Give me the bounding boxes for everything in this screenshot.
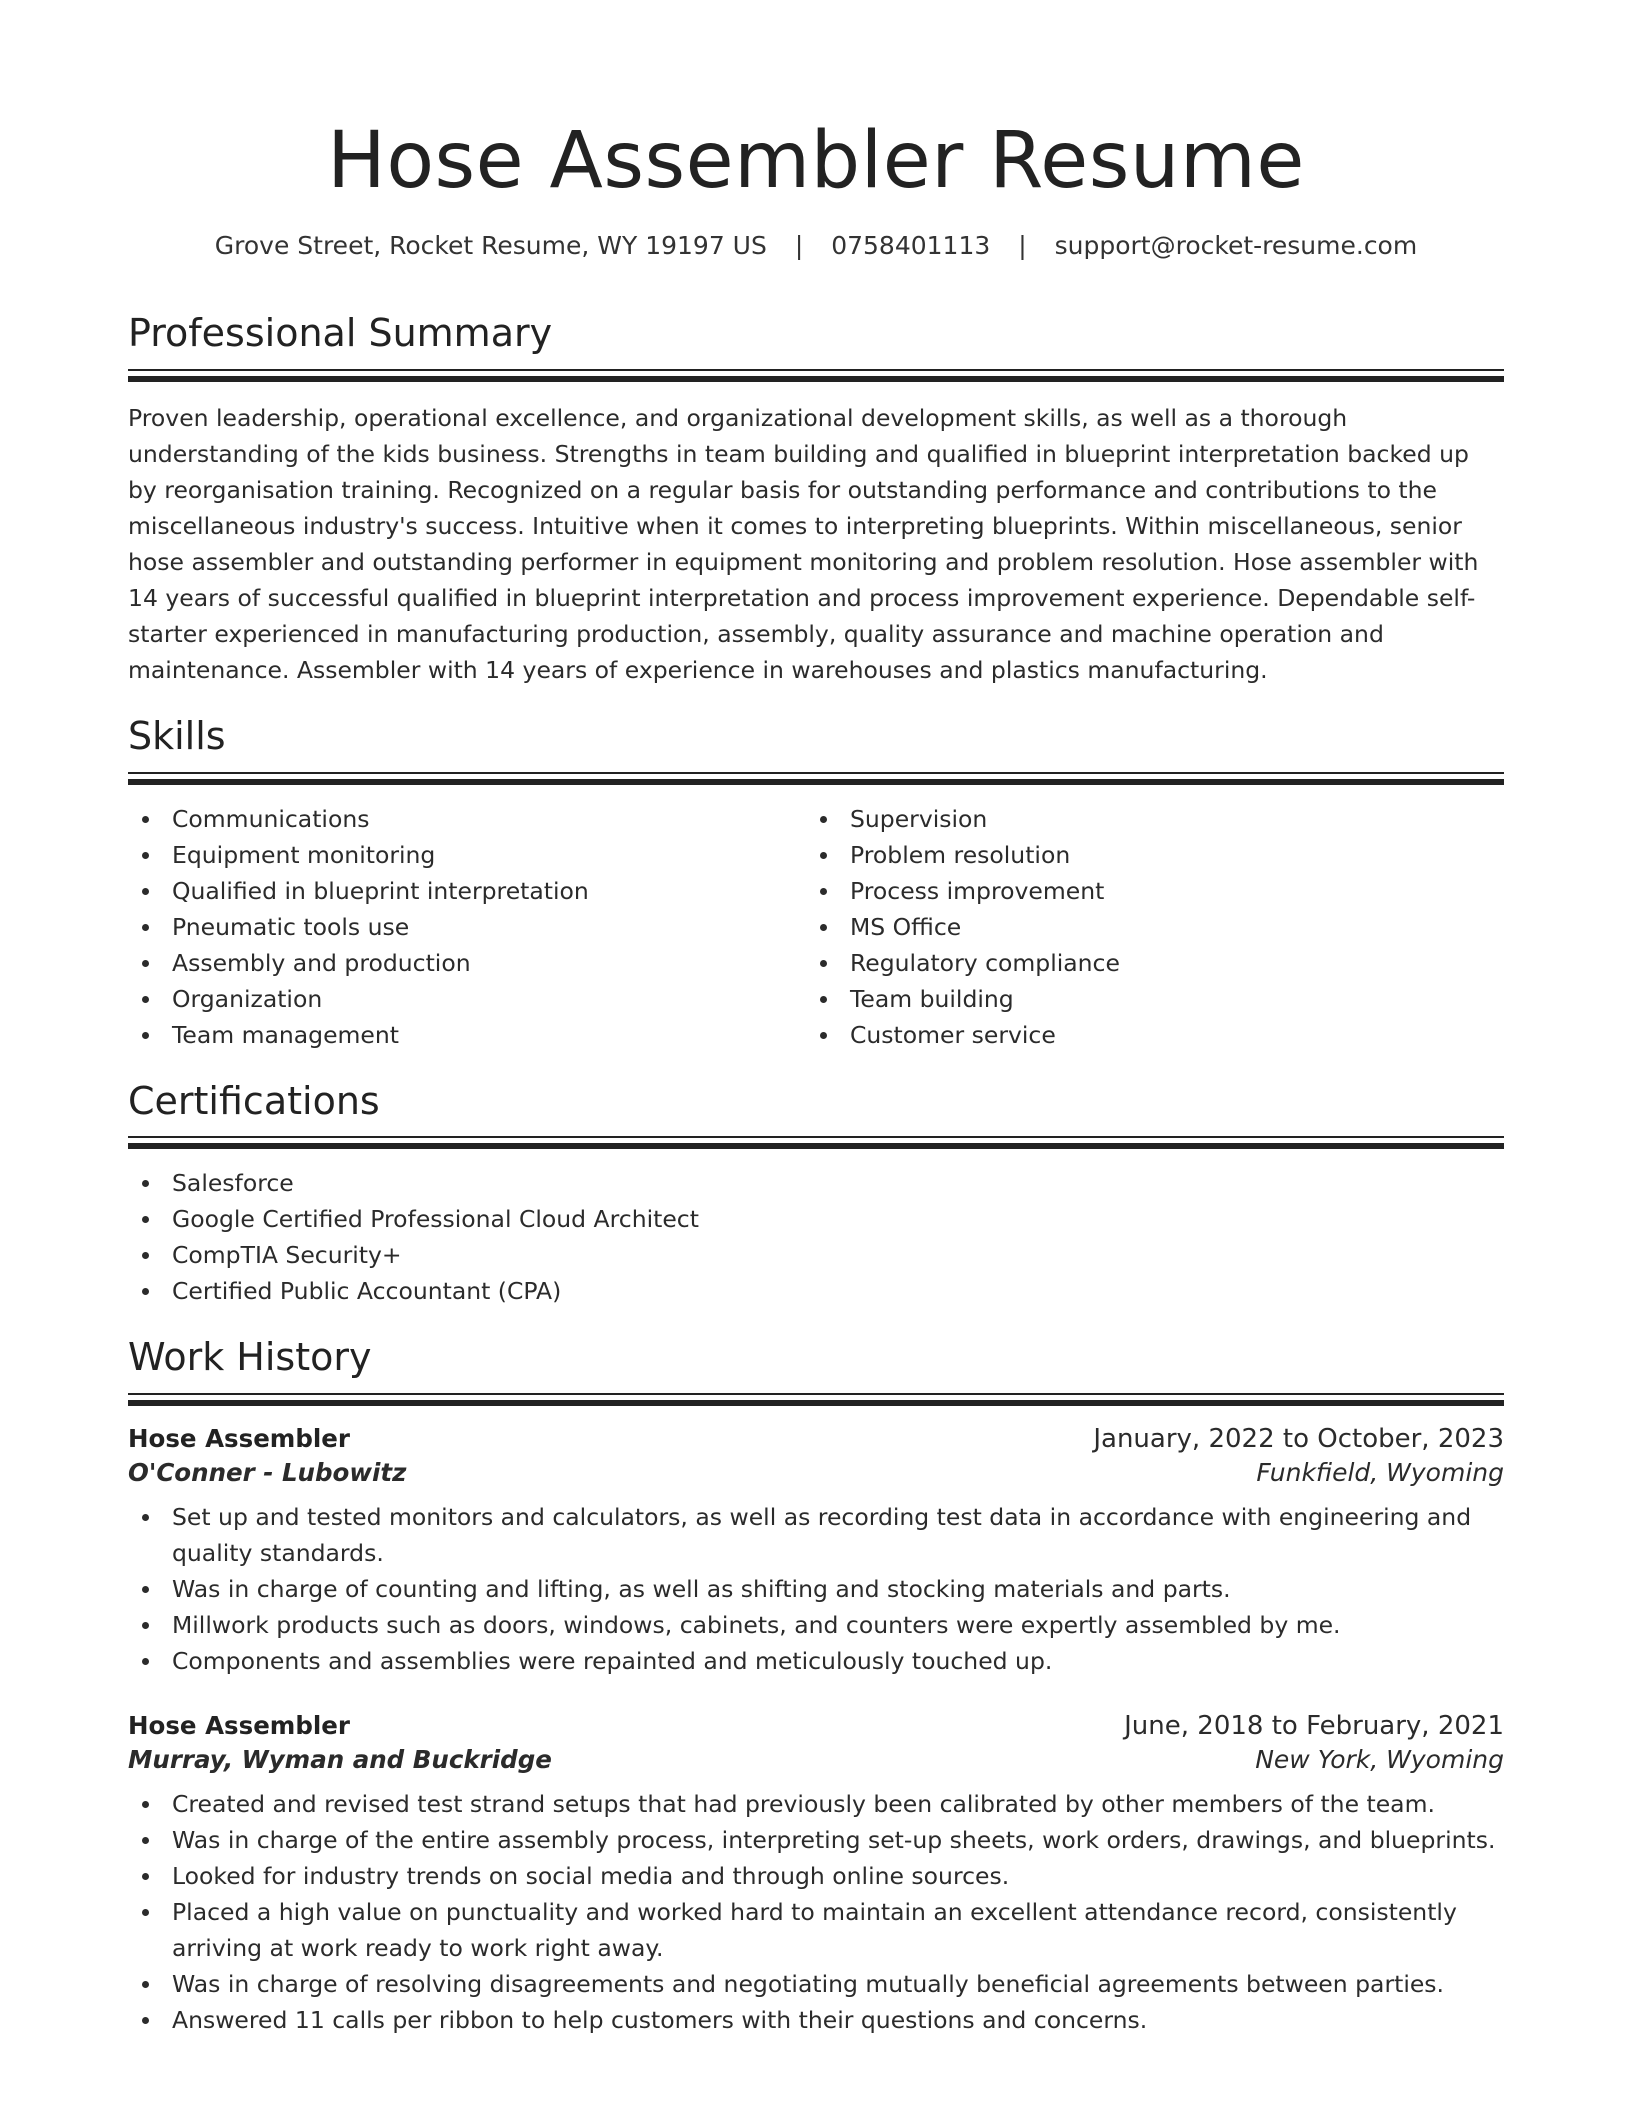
section-heading-skills: Skills bbox=[128, 713, 226, 758]
skill-item: Pneumatic tools use bbox=[128, 909, 806, 945]
job-duties-list bbox=[128, 1786, 1504, 2038]
job-title: Hose Assembler bbox=[128, 1423, 350, 1453]
job-header bbox=[128, 1424, 1504, 1454]
job-entry bbox=[128, 1424, 1504, 1679]
contact-separator: | bbox=[1018, 231, 1027, 261]
job-dates: June, 2018 to February, 2021 bbox=[1124, 1710, 1504, 1741]
section-heading-summary: Professional Summary bbox=[128, 311, 553, 356]
job-location: Funkfield, Wyoming bbox=[1256, 1457, 1504, 1487]
summary-text: Proven leadership, operational excellence, and organizational development skills, as well as a thorough understanding of the kids business. Strengths in team building and qualified in blueprint interpretation backed up by reorganisation training. Recognized on a regular basis for outstanding performance and contributions to the miscellaneous industry's success. Intuitive when it comes to interpreting blueprints. Within miscellaneous, senior hose assembler and outstanding performer in equipment monitoring and problem resolution. Hose assembler with 14 years of successful qualified in blueprint interpretation and process improvement experience. Dependable self-starter experienced in manufacturing production, assembly, quality assurance and machine operation and maintenance. Assembler with 14 years of experience in warehouses and plastics manufacturing. bbox=[128, 403, 1479, 684]
skill-item: Customer service bbox=[806, 1017, 1484, 1053]
skill-item: Organization bbox=[128, 981, 806, 1017]
section-divider bbox=[128, 369, 1504, 382]
job-duty-item: Set up and tested monitors and calculators, as well as recording test data in accordance with engineering and quality standards. bbox=[128, 1499, 1504, 1571]
skill-item: Problem resolution bbox=[806, 837, 1484, 873]
job-company: O'Conner - Lubowitz bbox=[128, 1457, 407, 1487]
skill-item: Equipment monitoring bbox=[128, 837, 806, 873]
job-duty-item: Placed a high value on punctuality and worked hard to maintain an excellent attendance record, consistently arriving at work ready to work right away. bbox=[128, 1894, 1504, 1966]
skills-list-right bbox=[806, 801, 1484, 1053]
certifications-list bbox=[128, 1165, 1504, 1309]
skill-item: Communications bbox=[128, 801, 806, 837]
job-company: Murray, Wyman and Buckridge bbox=[128, 1744, 552, 1774]
contact-email[interactable]: support@rocket-resume.com bbox=[1054, 231, 1418, 261]
skill-item: Supervision bbox=[806, 801, 1484, 837]
certification-item: CompTIA Security+ bbox=[128, 1237, 1504, 1273]
job-duty-item: Looked for industry trends on social media and through online sources. bbox=[128, 1858, 1504, 1894]
skill-item: Regulatory compliance bbox=[806, 945, 1484, 981]
job-duty-item: Created and revised test strand setups that had previously been calibrated by other members of the team. bbox=[128, 1786, 1504, 1822]
job-subheader bbox=[128, 1745, 1504, 1774]
contact-address: Grove Street, Rocket Resume, WY 19197 US bbox=[214, 231, 767, 261]
work-history-section bbox=[128, 1335, 1504, 2038]
skill-item: MS Office bbox=[806, 909, 1484, 945]
job-location: New York, Wyoming bbox=[1255, 1744, 1504, 1774]
job-entry bbox=[128, 1711, 1504, 2038]
contact-phone: 0758401113 bbox=[831, 231, 991, 261]
job-title: Hose Assembler bbox=[128, 1710, 350, 1740]
job-header bbox=[128, 1711, 1504, 1741]
job-duties-list bbox=[128, 1499, 1504, 1679]
skills-columns bbox=[128, 801, 1504, 1053]
skill-item: Team management bbox=[128, 1017, 806, 1053]
section-heading-certifications: Certifications bbox=[128, 1078, 380, 1123]
certification-item: Salesforce bbox=[128, 1165, 1504, 1201]
contact-separator: | bbox=[794, 231, 804, 261]
summary-section bbox=[128, 311, 1504, 688]
skill-item: Team building bbox=[806, 981, 1484, 1017]
section-heading-work-history: Work History bbox=[128, 1335, 372, 1380]
skill-item: Qualified in blueprint interpretation bbox=[128, 873, 806, 909]
job-duty-item: Millwork products such as doors, windows, cabinets, and counters were expertly assembled by me. bbox=[128, 1607, 1504, 1643]
job-subheader bbox=[128, 1458, 1504, 1487]
resume-title: Hose Assembler Resume bbox=[327, 116, 1305, 206]
job-duty-item: Answered 11 calls per ribbon to help customers with their questions and concerns. bbox=[128, 2002, 1504, 2038]
job-duty-item: Was in charge of resolving disagreements and negotiating mutually beneficial agreements between parties. bbox=[128, 1966, 1504, 2002]
certifications-section bbox=[128, 1079, 1504, 1310]
section-divider bbox=[128, 1393, 1504, 1406]
contact-line bbox=[128, 231, 1504, 261]
section-divider bbox=[128, 772, 1504, 785]
section-divider bbox=[128, 1136, 1504, 1149]
job-duty-item: Was in charge of the entire assembly process, interpreting set-up sheets, work orders, drawings, and blueprints. bbox=[128, 1822, 1504, 1858]
job-duty-item: Was in charge of counting and lifting, as well as shifting and stocking materials and parts. bbox=[128, 1571, 1504, 1607]
job-dates: January, 2022 to October, 2023 bbox=[1093, 1423, 1504, 1454]
skills-section bbox=[128, 714, 1504, 1053]
certification-item: Google Certified Professional Cloud Architect bbox=[128, 1201, 1504, 1237]
skill-item: Assembly and production bbox=[128, 945, 806, 981]
skills-list-left bbox=[128, 801, 806, 1053]
resume-page bbox=[128, 118, 1504, 2038]
skill-item: Process improvement bbox=[806, 873, 1484, 909]
job-duty-item: Components and assemblies were repainted and meticulously touched up. bbox=[128, 1643, 1504, 1679]
certification-item: Certified Public Accountant (CPA) bbox=[128, 1273, 1504, 1309]
